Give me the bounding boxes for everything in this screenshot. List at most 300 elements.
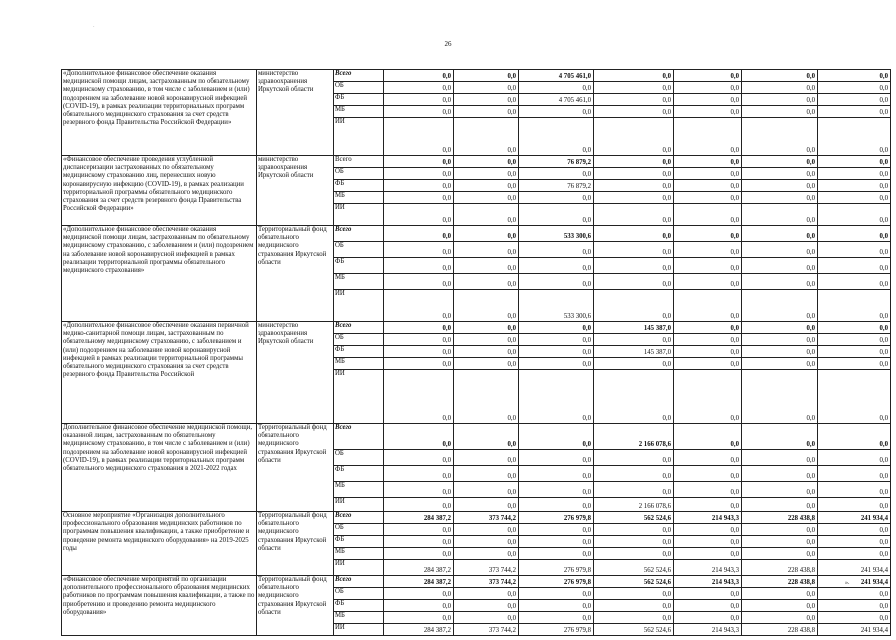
amount-cell: 284 387,2	[384, 624, 454, 636]
amount-cell: 0,0	[674, 482, 742, 498]
amount-cell: 0,0	[519, 168, 594, 180]
amount-cell: 0,0	[384, 466, 454, 482]
funding-source: ОБ	[334, 168, 384, 180]
amount-cell: 0,0	[384, 274, 454, 290]
amount-cell: 0,0	[519, 106, 594, 118]
amount-cell: 0,0	[519, 536, 594, 548]
amount-cell: 0,0	[674, 424, 742, 450]
amount-cell: 0,0	[674, 334, 742, 346]
amount-cell: 0,0	[454, 82, 519, 94]
funding-source: Всего	[334, 424, 384, 450]
amount-cell: 0,0	[454, 548, 519, 560]
amount-cell: 284 387,2	[384, 560, 454, 576]
amount-cell: 76 879,2	[519, 156, 594, 168]
amount-cell: 0,0	[674, 106, 742, 118]
amount-cell: 562 524,6	[594, 576, 674, 588]
funding-source: ФБ	[334, 466, 384, 482]
funding-source: ФБ	[334, 536, 384, 548]
amount-cell: 0,0	[454, 612, 519, 624]
amount-cell: 228 438,8	[742, 512, 818, 524]
amount-cell: 0,0	[384, 370, 454, 424]
amount-cell: 0,0	[674, 524, 742, 536]
amount-cell: 0,0	[742, 226, 818, 242]
amount-cell: 0,0	[818, 612, 891, 624]
funding-source: МБ	[334, 274, 384, 290]
amount-cell: 0,0	[384, 334, 454, 346]
amount-cell: 0,0	[594, 450, 674, 466]
funding-source: ОБ	[334, 524, 384, 536]
amount-cell: 0,0	[674, 118, 742, 156]
amount-cell: 0,0	[674, 204, 742, 226]
amount-cell: 0,0	[674, 370, 742, 424]
amount-cell: 0,0	[818, 524, 891, 536]
amount-cell: 0,0	[594, 334, 674, 346]
funding-source: МБ	[334, 358, 384, 370]
closing-quote-mark: ».	[845, 580, 850, 586]
amount-cell: 4 705 461,0	[519, 94, 594, 106]
amount-cell: 0,0	[384, 548, 454, 560]
funding-source: Всего	[334, 576, 384, 588]
amount-cell: 0,0	[594, 82, 674, 94]
amount-cell: 0,0	[818, 204, 891, 226]
amount-cell: 0,0	[818, 106, 891, 118]
amount-cell: 0,0	[818, 358, 891, 370]
amount-cell: 0,0	[384, 94, 454, 106]
amount-cell: 0,0	[384, 524, 454, 536]
amount-cell: 241 934,4	[818, 560, 891, 576]
amount-cell: 0,0	[454, 70, 519, 82]
amount-cell: 0,0	[519, 82, 594, 94]
amount-cell: 0,0	[384, 168, 454, 180]
amount-cell: 0,0	[742, 204, 818, 226]
amount-cell: 0,0	[454, 168, 519, 180]
amount-cell: 0,0	[742, 482, 818, 498]
amount-cell: 0,0	[594, 274, 674, 290]
amount-cell: 4 705 461,0	[519, 70, 594, 82]
amount-cell: 0,0	[594, 180, 674, 192]
amount-cell: 0,0	[674, 548, 742, 560]
amount-cell: 0,0	[384, 536, 454, 548]
amount-cell: 0,0	[742, 346, 818, 358]
amount-cell: 0,0	[818, 498, 891, 512]
amount-cell: 0,0	[384, 242, 454, 258]
amount-cell: 0,0	[818, 600, 891, 612]
amount-cell: 0,0	[594, 482, 674, 498]
amount-cell: 0,0	[594, 70, 674, 82]
amount-cell: 0,0	[594, 106, 674, 118]
amount-cell: 373 744,2	[454, 560, 519, 576]
amount-cell: 0,0	[594, 242, 674, 258]
amount-cell: 0,0	[594, 600, 674, 612]
table-row	[62, 322, 891, 334]
amount-cell: 0,0	[818, 482, 891, 498]
amount-cell: 0,0	[384, 258, 454, 274]
amount-cell: 0,0	[742, 370, 818, 424]
amount-cell: 2 166 078,6	[594, 498, 674, 512]
responsible-executor: Территориальный фонд обязательного медицинского страхования Иркутской области	[257, 576, 334, 636]
amount-cell: 0,0	[674, 536, 742, 548]
amount-cell: 0,0	[742, 156, 818, 168]
amount-cell: 241 934,4	[818, 624, 891, 636]
amount-cell: 228 438,8	[742, 560, 818, 576]
amount-cell: 0,0	[742, 94, 818, 106]
amount-cell: 0,0	[742, 498, 818, 512]
responsible-executor: Территориальный фонд обязательного медицинского страхования Иркутской области	[257, 424, 334, 512]
amount-cell: 0,0	[384, 290, 454, 322]
funding-source: ОБ	[334, 588, 384, 600]
funding-source: Всего	[334, 156, 384, 168]
amount-cell: 0,0	[594, 358, 674, 370]
amount-cell: 0,0	[454, 156, 519, 168]
amount-cell: 241 934,4	[818, 512, 891, 524]
amount-cell: 0,0	[594, 226, 674, 242]
amount-cell: 0,0	[519, 600, 594, 612]
amount-cell: 0,0	[818, 70, 891, 82]
funding-source: ИИ	[334, 624, 384, 636]
amount-cell: 0,0	[818, 94, 891, 106]
funding-source: МБ	[334, 482, 384, 498]
amount-cell: 0,0	[674, 258, 742, 274]
amount-cell: 0,0	[519, 548, 594, 560]
amount-cell: 0,0	[384, 498, 454, 512]
funding-source: ОБ	[334, 82, 384, 94]
amount-cell: 284 387,2	[384, 576, 454, 588]
funding-source: ИИ	[334, 498, 384, 512]
amount-cell: 0,0	[742, 258, 818, 274]
amount-cell: 0,0	[384, 588, 454, 600]
funding-source: МБ	[334, 548, 384, 560]
amount-cell: 0,0	[454, 192, 519, 204]
funding-source: МБ	[334, 612, 384, 624]
amount-cell: 0,0	[674, 600, 742, 612]
amount-cell: 0,0	[519, 204, 594, 226]
funding-source: ОБ	[334, 450, 384, 466]
amount-cell: 0,0	[818, 192, 891, 204]
amount-cell: 0,0	[454, 466, 519, 482]
table-row	[62, 226, 891, 242]
amount-cell: 0,0	[454, 358, 519, 370]
amount-cell: 0,0	[742, 334, 818, 346]
funding-source: Всего	[334, 322, 384, 334]
funding-source: Всего	[334, 226, 384, 242]
table-row	[62, 576, 891, 588]
amount-cell: 0,0	[818, 322, 891, 334]
amount-cell: 145 387,0	[594, 346, 674, 358]
amount-cell: 0,0	[742, 70, 818, 82]
amount-cell: 0,0	[818, 548, 891, 560]
amount-cell: 0,0	[594, 612, 674, 624]
amount-cell: 0,0	[818, 242, 891, 258]
amount-cell: 373 744,2	[454, 576, 519, 588]
amount-cell: 0,0	[818, 180, 891, 192]
amount-cell: 0,0	[519, 358, 594, 370]
amount-cell: 0,0	[384, 346, 454, 358]
amount-cell: 0,0	[674, 156, 742, 168]
amount-cell: 0,0	[454, 334, 519, 346]
amount-cell: 0,0	[818, 82, 891, 94]
amount-cell: 0,0	[519, 346, 594, 358]
amount-cell: 0,0	[519, 322, 594, 334]
amount-cell: 0,0	[519, 274, 594, 290]
amount-cell: 76 879,2	[519, 180, 594, 192]
amount-cell: 533 300,6	[519, 226, 594, 242]
amount-cell: 0,0	[519, 242, 594, 258]
amount-cell: 0,0	[742, 192, 818, 204]
table-row	[62, 70, 891, 82]
funding-source: ИИ	[334, 560, 384, 576]
amount-cell: 0,0	[594, 156, 674, 168]
amount-cell: 0,0	[519, 192, 594, 204]
amount-cell: 0,0	[742, 322, 818, 334]
amount-cell: 0,0	[454, 226, 519, 242]
amount-cell: 0,0	[742, 180, 818, 192]
amount-cell: 0,0	[818, 258, 891, 274]
amount-cell: 0,0	[674, 290, 742, 322]
amount-cell: 0,0	[384, 450, 454, 466]
amount-cell: 0,0	[594, 370, 674, 424]
funding-source: ФБ	[334, 258, 384, 274]
amount-cell: 0,0	[519, 466, 594, 482]
amount-cell: 0,0	[454, 258, 519, 274]
amount-cell: 0,0	[818, 450, 891, 466]
amount-cell: 145 387,0	[594, 322, 674, 334]
amount-cell: 0,0	[384, 600, 454, 612]
amount-cell: 0,0	[519, 370, 594, 424]
funding-source: ОБ	[334, 242, 384, 258]
amount-cell: 0,0	[674, 242, 742, 258]
amount-cell: 0,0	[742, 612, 818, 624]
amount-cell: 0,0	[384, 192, 454, 204]
amount-cell: 0,0	[674, 192, 742, 204]
amount-cell: 0,0	[674, 450, 742, 466]
amount-cell: 0,0	[594, 168, 674, 180]
amount-cell: 214 943,3	[674, 560, 742, 576]
financing-table	[61, 69, 891, 636]
amount-cell: 0,0	[674, 94, 742, 106]
table-row	[62, 156, 891, 168]
amount-cell: 241 934,4	[818, 576, 891, 588]
amount-cell: 228 438,8	[742, 576, 818, 588]
amount-cell: 0,0	[674, 612, 742, 624]
amount-cell: 0,0	[454, 346, 519, 358]
responsible-executor: министерство здравоохранения Иркутской области	[257, 322, 334, 424]
amount-cell: 0,0	[519, 118, 594, 156]
amount-cell: 214 943,3	[674, 576, 742, 588]
amount-cell: 562 524,6	[594, 560, 674, 576]
amount-cell: 0,0	[519, 334, 594, 346]
amount-cell: 0,0	[454, 482, 519, 498]
amount-cell: 0,0	[454, 106, 519, 118]
amount-cell: 0,0	[519, 498, 594, 512]
funding-source: ИИ	[334, 370, 384, 424]
amount-cell: 0,0	[674, 82, 742, 94]
amount-cell: 0,0	[384, 226, 454, 242]
funding-source: ФБ	[334, 346, 384, 358]
amount-cell: 0,0	[674, 168, 742, 180]
responsible-executor: министерство здравоохранения Иркутской области	[257, 156, 334, 226]
event-description: «Дополнительное финансовое обеспечение оказания первичной медико-санитарной помощи лицам, застрахованным по обязательному медицинскому страхованию, с заболеванием и (или) подозрением на заболевание новой коронавирусной инфекцией в рамках реализации территориальной программы обязательного медицинского страхования за счет средств резервного фонда Правительства Российской	[62, 322, 257, 424]
amount-cell: 0,0	[742, 106, 818, 118]
amount-cell: 0,0	[818, 424, 891, 450]
amount-cell: 0,0	[454, 524, 519, 536]
amount-cell: 0,0	[818, 536, 891, 548]
amount-cell: 0,0	[674, 180, 742, 192]
amount-cell: 0,0	[818, 588, 891, 600]
amount-cell: 0,0	[454, 536, 519, 548]
amount-cell: 0,0	[384, 204, 454, 226]
amount-cell: 0,0	[384, 612, 454, 624]
amount-cell: 0,0	[594, 536, 674, 548]
amount-cell: 0,0	[742, 536, 818, 548]
amount-cell: 0,0	[454, 274, 519, 290]
event-description: «Финансовое обеспечение мероприятий по организации дополнительного профессионального образования медицинских работников по программам повышения квалификации, а также по приобретению и проведению ремонта медицинского оборудования»	[62, 576, 257, 636]
scan-speck: ·	[93, 25, 95, 30]
amount-cell: 214 943,3	[674, 624, 742, 636]
funding-source: МБ	[334, 106, 384, 118]
event-description: «Дополнительное финансовое обеспечение оказания медицинской помощи лицам, застрахованным по обязательному медицинскому страхованию, в том числе с заболеванием и (или) подозрением на заболевание новой коронавирусной инфекцией (COVID-19), в рамках реализации территориальных программ обязательного медицинского страхования за счет средств резервного фонда Правительства Российской Федерации»	[62, 70, 257, 156]
page-number: 26	[444, 40, 452, 48]
amount-cell: 0,0	[454, 600, 519, 612]
funding-source: ФБ	[334, 600, 384, 612]
amount-cell: 0,0	[519, 482, 594, 498]
amount-cell: 0,0	[594, 94, 674, 106]
amount-cell: 0,0	[742, 274, 818, 290]
amount-cell: 2 166 078,6	[594, 424, 674, 450]
amount-cell: 0,0	[384, 106, 454, 118]
amount-cell: 0,0	[519, 612, 594, 624]
amount-cell: 373 744,2	[454, 512, 519, 524]
amount-cell: 0,0	[818, 156, 891, 168]
amount-cell: 0,0	[594, 204, 674, 226]
amount-cell: 0,0	[384, 322, 454, 334]
funding-source: ИИ	[334, 290, 384, 322]
amount-cell: 0,0	[818, 290, 891, 322]
amount-cell: 0,0	[594, 258, 674, 274]
funding-source: ИИ	[334, 118, 384, 156]
amount-cell: 0,0	[742, 450, 818, 466]
amount-cell: 0,0	[818, 346, 891, 358]
amount-cell: 0,0	[594, 548, 674, 560]
amount-cell: 0,0	[454, 424, 519, 450]
amount-cell: 0,0	[818, 168, 891, 180]
amount-cell: 0,0	[384, 482, 454, 498]
event-description: Дополнительное финансовое обеспечение медицинской помощи, оказанной лицам, застрахованным по обязательному медицинскому страхованию, в том числе с заболеванием и (или) подозрением на заболевание новой коронавирусной инфекцией (COVID-19), в рамках реализации территориальных программ обязательного медицинского страхования в 2021-2022 годах	[62, 424, 257, 512]
amount-cell: 0,0	[519, 258, 594, 274]
amount-cell: 533 300,6	[519, 290, 594, 322]
funding-source: Всего	[334, 70, 384, 82]
amount-cell: 0,0	[519, 524, 594, 536]
amount-cell: 0,0	[594, 290, 674, 322]
event-description: «Дополнительное финансовое обеспечение оказания медицинской помощи лицам, застрахованным по обязательному медицинскому страхованию, с заболеванием и (или) подозрением на заболевание новой коронавирусной инфекцией в рамках реализации территориальной программы обязательного медицинского страхования»	[62, 226, 257, 322]
amount-cell: 0,0	[742, 242, 818, 258]
amount-cell: 0,0	[818, 118, 891, 156]
amount-cell: 0,0	[674, 346, 742, 358]
amount-cell: 0,0	[454, 450, 519, 466]
amount-cell: 0,0	[594, 588, 674, 600]
amount-cell: 0,0	[384, 118, 454, 156]
amount-cell: 0,0	[384, 70, 454, 82]
funding-source: ОБ	[334, 334, 384, 346]
funding-source: МБ	[334, 192, 384, 204]
amount-cell: 0,0	[742, 82, 818, 94]
amount-cell: 0,0	[674, 226, 742, 242]
event-description: «Финансовое обеспечение проведения углубленной диспансеризации застрахованных по обязательному медицинскому страхованию лиц, перенесших новую коронавирусную инфекцию (COVID-19), в рамках реализации территориальной программы обязательного медицинского страхования за счет средств резервного фонда Правительства Российской Федерации»	[62, 156, 257, 226]
amount-cell: 0,0	[742, 588, 818, 600]
responsible-executor: Территориальный фонд обязательного медицинского страхования Иркутской области	[257, 226, 334, 322]
amount-cell: 562 524,6	[594, 512, 674, 524]
funding-source: Всего	[334, 512, 384, 524]
amount-cell: 0,0	[674, 274, 742, 290]
amount-cell: 0,0	[384, 424, 454, 450]
amount-cell: 0,0	[818, 334, 891, 346]
amount-cell: 276 979,8	[519, 624, 594, 636]
amount-cell: 276 979,8	[519, 576, 594, 588]
table-row	[62, 512, 891, 524]
funding-source: ИИ	[334, 204, 384, 226]
amount-cell: 0,0	[742, 466, 818, 482]
amount-cell: 0,0	[742, 118, 818, 156]
amount-cell: 214 943,3	[674, 512, 742, 524]
amount-cell: 0,0	[519, 588, 594, 600]
amount-cell: 373 744,2	[454, 624, 519, 636]
amount-cell: 0,0	[674, 466, 742, 482]
amount-cell: 0,0	[519, 450, 594, 466]
amount-cell: 0,0	[742, 548, 818, 560]
amount-cell: 0,0	[454, 94, 519, 106]
amount-cell: 0,0	[742, 424, 818, 450]
amount-cell: 0,0	[384, 180, 454, 192]
amount-cell: 0,0	[742, 524, 818, 536]
amount-cell: 0,0	[454, 180, 519, 192]
amount-cell: 276 979,8	[519, 560, 594, 576]
amount-cell: 0,0	[384, 156, 454, 168]
table-body	[62, 70, 891, 636]
amount-cell: 0,0	[454, 370, 519, 424]
funding-source: ФБ	[334, 94, 384, 106]
amount-cell: 0,0	[818, 466, 891, 482]
amount-cell: 0,0	[454, 242, 519, 258]
amount-cell: 0,0	[594, 466, 674, 482]
amount-cell: 0,0	[519, 424, 594, 450]
amount-cell: 0,0	[594, 192, 674, 204]
table-row	[62, 424, 891, 450]
amount-cell: 0,0	[384, 82, 454, 94]
amount-cell: 0,0	[674, 322, 742, 334]
amount-cell: 0,0	[818, 274, 891, 290]
amount-cell: 0,0	[818, 226, 891, 242]
amount-cell: 0,0	[674, 588, 742, 600]
amount-cell: 0,0	[594, 524, 674, 536]
amount-cell: 0,0	[742, 168, 818, 180]
amount-cell: 0,0	[384, 358, 454, 370]
amount-cell: 0,0	[454, 290, 519, 322]
amount-cell: 0,0	[454, 322, 519, 334]
amount-cell: 562 524,6	[594, 624, 674, 636]
amount-cell: 0,0	[454, 498, 519, 512]
funding-source: ФБ	[334, 180, 384, 192]
amount-cell: 0,0	[818, 370, 891, 424]
amount-cell: 0,0	[454, 118, 519, 156]
amount-cell: 0,0	[674, 70, 742, 82]
amount-cell: 0,0	[674, 358, 742, 370]
amount-cell: 228 438,8	[742, 624, 818, 636]
amount-cell: 0,0	[674, 498, 742, 512]
amount-cell: 0,0	[454, 588, 519, 600]
amount-cell: 276 979,8	[519, 512, 594, 524]
amount-cell: 0,0	[742, 600, 818, 612]
amount-cell: 0,0	[742, 290, 818, 322]
amount-cell: 284 387,2	[384, 512, 454, 524]
